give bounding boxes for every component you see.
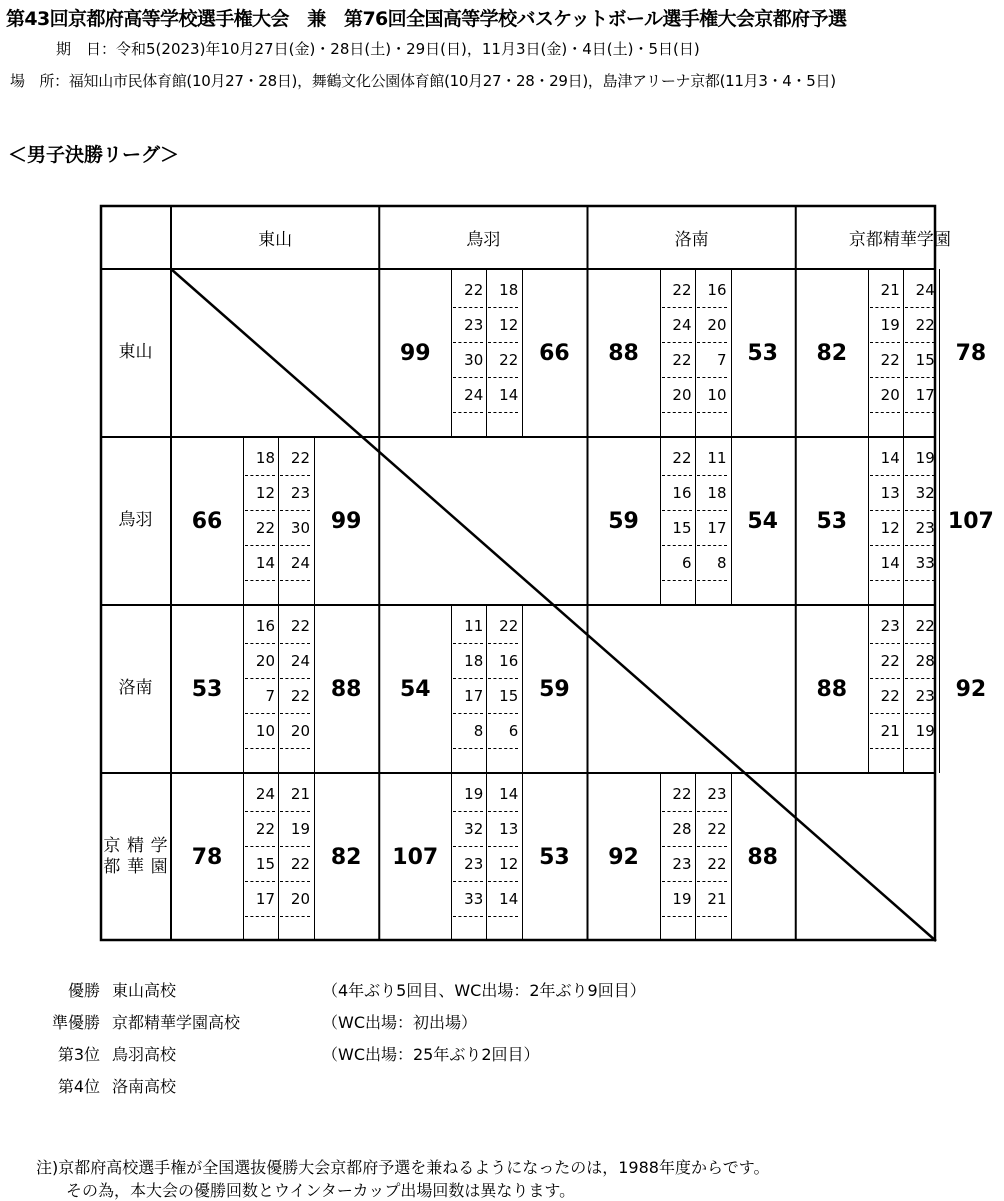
quarter-scores-right [695,773,732,941]
quarter-score: 18 [245,441,275,476]
league-heading: ＜男子決勝リーグ＞ [8,144,180,166]
quarter-score: 14 [488,378,518,413]
quarter-score: 28 [905,644,935,679]
score-left: 88 [608,340,639,366]
standing-rank: 第4位 [57,1077,100,1096]
quarter-score: 14 [488,777,518,812]
quarter-score: 8 [697,546,727,581]
quarter-score: 15 [662,511,692,546]
quarter-score: 22 [245,812,275,847]
quarter-score: 24 [905,273,935,308]
quarter-scores-left [868,269,904,437]
quarter-score: 20 [697,308,727,343]
quarter-score: 33 [453,882,483,917]
quarter-score: 22 [488,609,518,644]
quarter-score: 22 [662,777,692,812]
quarter-score: 28 [662,812,692,847]
quarter-scores-right [486,773,523,941]
match-cell [796,269,1004,437]
standing-rank: 優勝 [67,981,100,1000]
quarter-score: 17 [905,378,935,413]
match-cell [171,773,379,941]
quarter-score: 22 [697,812,727,847]
quarter-score: 20 [870,378,900,413]
quarter-score: 22 [280,441,310,476]
quarter-score: 22 [697,847,727,882]
quarter-scores-left [868,437,904,605]
quarter-score: 14 [488,882,518,917]
quarter-score: 23 [453,847,483,882]
standing-row [40,1074,740,1104]
match-cell [171,605,379,773]
quarter-score: 15 [245,847,275,882]
quarter-scores-left [660,437,696,605]
quarter-score: 16 [245,609,275,644]
quarter-score: 22 [280,679,310,714]
quarter-score: 18 [488,273,518,308]
standing-row [40,1010,740,1040]
quarter-score: 12 [488,308,518,343]
quarter-scores-left [451,773,487,941]
score-left: 92 [608,844,639,870]
quarter-score: 22 [453,273,483,308]
quarter-scores-left [660,773,696,941]
match-cell [796,605,1004,773]
quarter-score: 22 [662,273,692,308]
score-right: 53 [747,340,778,366]
quarter-score: 18 [697,476,727,511]
quarter-score: 17 [453,679,483,714]
quarter-score: 17 [245,882,275,917]
quarter-score: 16 [488,644,518,679]
score-right: 88 [330,676,362,702]
quarter-score: 33 [905,546,935,581]
quarter-score: 22 [245,511,275,546]
quarter-score: 17 [697,511,727,546]
quarter-score: 32 [453,812,483,847]
quarter-score: 20 [280,882,310,917]
quarter-score: 19 [905,441,935,476]
footnote-line-1: 注)京都府高校選手権が全国選抜優勝大会京都府予選を兼ねるようになったのは，1988年度からです。 [36,1158,770,1177]
match-cell [796,437,1004,605]
column-header: 鳥羽 [466,229,501,250]
quarter-scores-left [243,773,279,941]
quarter-score: 22 [905,609,935,644]
quarter-score: 18 [453,644,483,679]
quarter-score: 10 [245,714,275,749]
quarter-score: 13 [488,812,518,847]
quarter-score: 23 [662,847,692,882]
score-right: 99 [330,508,362,534]
page-title: 第43回京都府高等学校選手権大会 兼 第76回全国高等学校バスケットボール選手権大会京都府予選 [6,8,847,30]
event-venues: 場 所：福知山市民体育館(10月27・28日)，舞鶴文化公園体育館(10月27・28・29日)，島津アリーナ京都(11月3・4・5日) [10,72,836,90]
event-dates: 期 日：令和5(2023)年10月27日(金)・28日(土)・29日(日)，11月3日(金)・4日(土)・5日(日) [56,40,700,58]
quarter-scores-left [243,437,279,605]
quarter-score: 24 [662,308,692,343]
column-header: 東山 [258,229,293,250]
quarter-score: 22 [280,847,310,882]
score-left: 53 [191,676,223,702]
footnote-line-2: その為，本大会の優勝回数とウインターカップ出場回数は異なります。 [66,1181,576,1200]
quarter-score: 6 [662,546,692,581]
quarter-score: 7 [697,343,727,378]
quarter-scores-right [903,269,940,437]
score-left: 59 [608,508,639,534]
score-left: 88 [816,676,848,702]
column-header: 洛南 [674,229,709,250]
quarter-score: 19 [453,777,483,812]
quarter-score: 21 [870,714,900,749]
standing-school: 鳥羽高校 [112,1045,177,1064]
quarter-score: 24 [453,378,483,413]
quarter-score: 22 [488,343,518,378]
quarter-score: 22 [662,441,692,476]
score-right: 88 [747,844,778,870]
match-cell [379,773,587,941]
quarter-score: 22 [870,644,900,679]
column-header: 京都精華学園 [848,229,951,250]
quarter-score: 22 [662,343,692,378]
quarter-score: 19 [870,308,900,343]
quarter-score: 14 [870,441,900,476]
quarter-score: 19 [905,714,935,749]
quarter-score: 11 [697,441,727,476]
quarter-scores-left [243,605,279,773]
standing-note: （WC出場：25年ぶり2回目） [322,1045,540,1064]
match-cell [588,773,796,941]
quarter-score: 15 [905,343,935,378]
quarter-scores-right [278,605,315,773]
score-right: 59 [539,676,570,702]
score-left: 99 [399,340,431,366]
quarter-score: 22 [280,609,310,644]
standing-row [40,978,740,1008]
row-header: 鳥羽 [118,510,153,531]
match-cell [588,437,796,605]
quarter-scores-left [868,605,904,773]
quarter-scores-right [903,437,940,605]
quarter-scores-right [695,269,732,437]
score-right: 92 [955,676,987,702]
quarter-score: 22 [870,343,900,378]
score-right: 66 [539,340,570,366]
quarter-score: 19 [662,882,692,917]
score-right: 82 [330,844,362,870]
row-header: 東山 [118,342,153,363]
quarter-score: 8 [453,714,483,749]
standing-rank: 第3位 [57,1045,100,1064]
score-left: 78 [191,844,223,870]
standing-note: （WC出場：初出場） [322,1013,477,1032]
score-right: 107 [947,508,994,534]
score-right: 78 [955,340,987,366]
quarter-score: 6 [488,714,518,749]
quarter-score: 12 [870,511,900,546]
standing-school: 洛南高校 [112,1077,177,1096]
score-left: 82 [816,340,848,366]
quarter-score: 22 [905,308,935,343]
quarter-score: 21 [870,273,900,308]
quarter-score: 16 [662,476,692,511]
quarter-score: 15 [488,679,518,714]
quarter-score: 20 [280,714,310,749]
score-right: 53 [539,844,570,870]
quarter-score: 13 [870,476,900,511]
match-cell [171,437,379,605]
quarter-score: 21 [697,882,727,917]
quarter-score: 16 [697,273,727,308]
quarter-score: 23 [280,476,310,511]
quarter-score: 10 [697,378,727,413]
quarter-score: 32 [905,476,935,511]
standing-school: 京都精華学園高校 [112,1013,241,1032]
quarter-score: 23 [905,679,935,714]
row-header: 京都 精華 学園 [103,835,168,877]
match-cell [379,269,587,437]
quarter-score: 12 [488,847,518,882]
quarter-scores-right [278,773,315,941]
row-header: 洛南 [118,678,153,699]
quarter-score: 7 [245,679,275,714]
quarter-score: 24 [245,777,275,812]
quarter-score: 19 [280,812,310,847]
quarter-score: 24 [280,546,310,581]
quarter-score: 22 [870,679,900,714]
quarter-score: 14 [870,546,900,581]
standing-school: 東山高校 [112,981,177,1000]
quarter-score: 23 [453,308,483,343]
quarter-score: 20 [662,378,692,413]
league-table [100,205,994,941]
quarter-scores-left [660,269,696,437]
standing-note: （4年ぶり5回目、WC出場：2年ぶり9回目） [322,981,646,1000]
score-left: 54 [399,676,431,702]
standing-row [40,1042,740,1072]
quarter-score: 30 [453,343,483,378]
quarter-score: 30 [280,511,310,546]
quarter-score: 24 [280,644,310,679]
quarter-score: 11 [453,609,483,644]
quarter-score: 20 [245,644,275,679]
score-left: 53 [816,508,848,534]
quarter-scores-right [903,605,940,773]
quarter-scores-right [486,269,523,437]
standing-rank: 準優勝 [51,1013,100,1032]
quarter-scores-right [486,605,523,773]
score-left: 66 [191,508,223,534]
quarter-score: 23 [870,609,900,644]
quarter-scores-right [278,437,315,605]
quarter-score: 12 [245,476,275,511]
match-cell [379,605,587,773]
quarter-scores-left [451,269,487,437]
score-right: 54 [747,508,778,534]
quarter-score: 23 [905,511,935,546]
quarter-score: 14 [245,546,275,581]
quarter-score: 21 [280,777,310,812]
quarter-score: 23 [697,777,727,812]
score-left: 107 [392,844,439,870]
quarter-scores-left [451,605,487,773]
quarter-scores-right [695,437,732,605]
match-cell [588,269,796,437]
